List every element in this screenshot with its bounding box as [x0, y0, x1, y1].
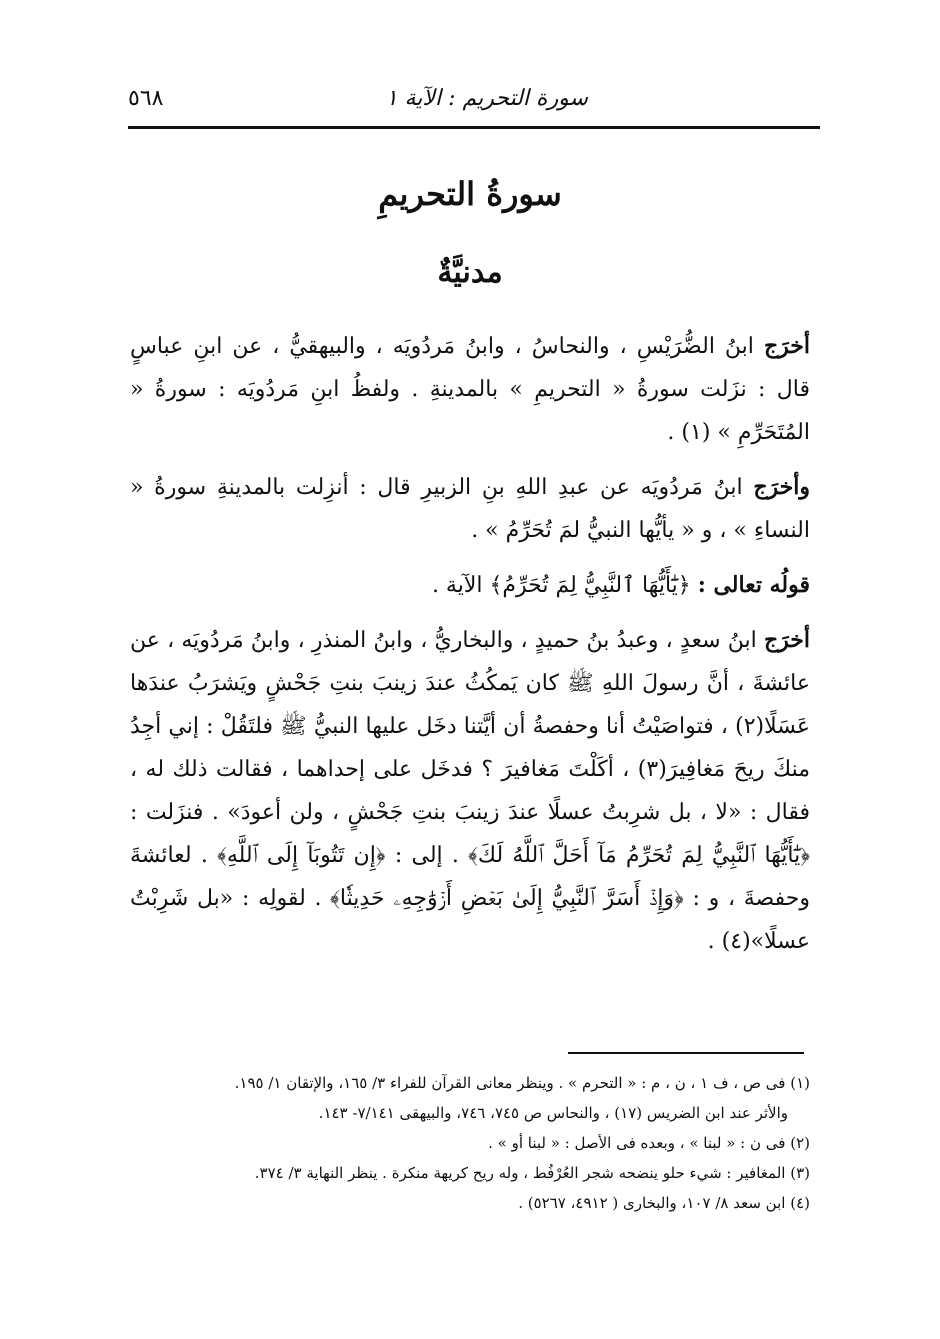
page-header: [128, 82, 818, 122]
paragraph-lead: وأخرَج: [753, 474, 810, 500]
footnote: والأثر عند ابن الضريس (١٧) ، والنحاس ص ٧٤٥، ٧٤٦، والبيهقى ٧/١٤١- ١٤٣.: [318, 1104, 788, 1122]
paragraph-text: ابنُ سعدٍ ، وعبدُ بنُ حميدٍ ، والبخاريُّ ، وابنُ المنذرِ ، وابنُ مَردُويَه ، عن عائشةَ ، أنَّ رسولَ اللهِ ﷺ كان يَمكُثُ عندَ زينبَ بنتِ جَحْشٍ ويَشرَبُ عندَها عَسَلًا(٢) ، فتواصَيْتُ أنا وحفصةُ أن أيَّتنا دخَل عليها النبيُّ ﷺ فلتَقُلْ : إني أجِدُ منكَ ريحَ مَغافِيرَ(٣) ، أكَلْتَ مَغافيرَ ؟ فدخَل على إحداهما ، فقالت ذلك له ، فقال : «لا ، بل شرِبتُ عسلًا عندَ زينبَ بنتِ جَحْشٍ ، ولن أعودَ» . فنزَلت : ﴿يَٰٓأَيُّهَا ٱلنَّبِيُّ لِمَ تُحَرِّمُ مَآ أَحَلَّ ٱللَّهُ لَكَ﴾ . إلى : ﴿إِن تَتُوبَآ إِلَى ٱللَّهِ﴾ . لعائشةَ وحفصةَ ، و : ﴿وَإِذۡ أَسَرَّ ٱلنَّبِيُّ إِلَىٰ بَعۡضِ أَزۡوَٰجِهِۦ حَدِيثٗا﴾ . لقولِه : «بل شَرِبْتُ عسلًا»(٤) .: [130, 628, 810, 954]
paragraph: [130, 564, 810, 607]
paragraph: [130, 619, 810, 963]
paragraph-text: ابنُ الضُّرَيْسِ ، والنحاسُ ، وابنُ مَردُويَه ، والبيهقيُّ ، عن ابنِ عباسٍ قال : نزَلت سورةُ « التحريمِ » بالمدينةِ . ولفظُ ابنِ مَردُويَه : سورةُ « المُتَحَرِّمِ » (١) .: [130, 334, 810, 445]
paragraph-text: ابنُ مَردُويَه عن عبدِ اللهِ بنِ الزبيرِ قال : أنزِلت بالمدينةِ سورةُ « النساءِ » ، و « يأيُّها النبيُّ لمَ تُحَرِّمُ » .: [130, 475, 810, 543]
paragraph: [130, 466, 810, 552]
paragraph: [130, 325, 810, 454]
running-title: سورة التحريم : الآية ١: [385, 86, 588, 111]
paragraph-lead: قولُه تعالى :: [697, 572, 810, 598]
header-rule: [128, 126, 820, 129]
footnote: (١) فى ص ، ف ١ ، ن ، م : « التحرم » . وينظر معانى القرآن للفراء ٣/ ١٦٥، والإتقان ١/ ١٩٥.: [234, 1074, 810, 1092]
footnote-rule: [568, 1052, 804, 1054]
surah-title: سورةُ التحريمِ: [378, 175, 562, 213]
paragraph-lead: أخرَج: [763, 627, 810, 653]
footnote: (٤) ابن سعد ٨/ ١٠٧، والبخارى ( ٤٩١٢، ٥٢٦٧) .: [518, 1194, 810, 1212]
page-number: ٥٦٨: [128, 86, 164, 111]
surah-subtitle: مدنيَّةٌ: [437, 255, 503, 290]
footnotes: [130, 1068, 810, 1218]
paragraph-lead: أخرَج: [763, 333, 810, 359]
main-text: [130, 325, 810, 975]
footnote: (٢) فى ن : « لبنا » ، وبعده فى الأصل : « لبنا أو » .: [488, 1134, 810, 1152]
paragraph-text: ﴿يَٰٓأَيُّهَا ٱلنَّبِيُّ لِمَ تُحَرِّمُ﴾ الآية .: [431, 573, 698, 598]
footnote: (٣) المغافير : شيء حلو ينضحه شجر العُرْفُط ، وله ريح كريهة منكرة . ينظر النهاية ٣/ ٣٧٤.: [254, 1164, 810, 1182]
